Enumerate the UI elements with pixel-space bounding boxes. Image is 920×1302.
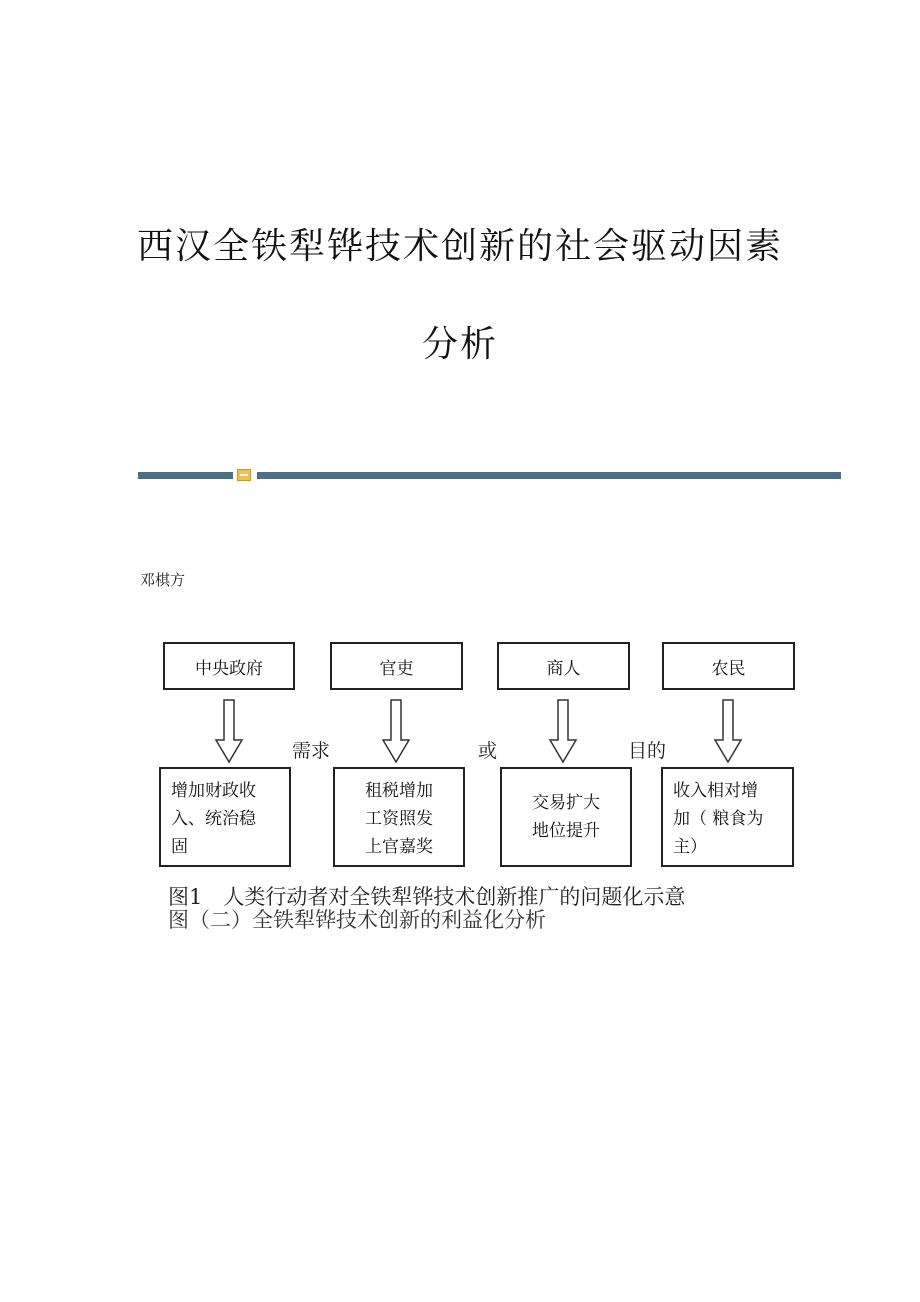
- goal-text-line: 加（ 粮食为: [673, 809, 764, 829]
- figure-caption-cut-text: 图（二）全铁犁铧技术创新的利益化分析: [168, 908, 546, 932]
- goal-text-line: 租税增加: [365, 781, 433, 801]
- goal-box-merchants: [500, 767, 632, 867]
- down-arrow-icon: [715, 700, 741, 762]
- goal-text-line: 增加财政收: [171, 781, 256, 801]
- title-divider-left: [138, 472, 233, 479]
- author-name: 邓棋方: [140, 571, 186, 589]
- actor-box-officials: 官吏: [330, 642, 463, 690]
- down-arrow-icon: [550, 700, 576, 762]
- goal-text-line: 交易扩大: [532, 793, 600, 813]
- actor-box-merchants: 商人: [497, 642, 630, 690]
- goal-text-line: 主）: [673, 837, 707, 857]
- figure-caption-cut-off: [168, 908, 768, 932]
- goal-text-line: 收入相对增: [673, 781, 758, 801]
- goal-text-line: 地位提升: [532, 821, 600, 841]
- connector-label-purpose: 目的: [628, 740, 667, 762]
- goal-text-line: 入、统治稳: [171, 809, 256, 829]
- document-title-line-1: 西汉全铁犁铧技术创新的社会驱动因素: [136, 226, 783, 267]
- goal-box-farmers: [661, 767, 794, 867]
- goal-text-line: 工资照发: [365, 809, 433, 829]
- connector-label-demand: 需求: [292, 740, 331, 762]
- title-divider-right: [257, 472, 841, 479]
- goal-text-line: 固: [171, 837, 188, 857]
- down-arrow-icon: [383, 700, 409, 762]
- goal-box-central-government: [159, 767, 291, 867]
- actor-box-farmers: 农民: [662, 642, 795, 690]
- connector-label-or: 或: [478, 740, 498, 762]
- goal-text-line: 上官嘉奖: [365, 837, 433, 857]
- down-arrow-icon: [216, 700, 242, 762]
- document-title-line-2: 分析: [421, 324, 498, 365]
- figure-caption: 图1 人类行动者对全铁犁铧技术创新推广的问题化示意: [168, 885, 686, 909]
- goal-box-officials: [333, 767, 465, 867]
- actor-box-central-government: 中央政府: [163, 642, 295, 690]
- divider-ornament-icon: [237, 469, 251, 481]
